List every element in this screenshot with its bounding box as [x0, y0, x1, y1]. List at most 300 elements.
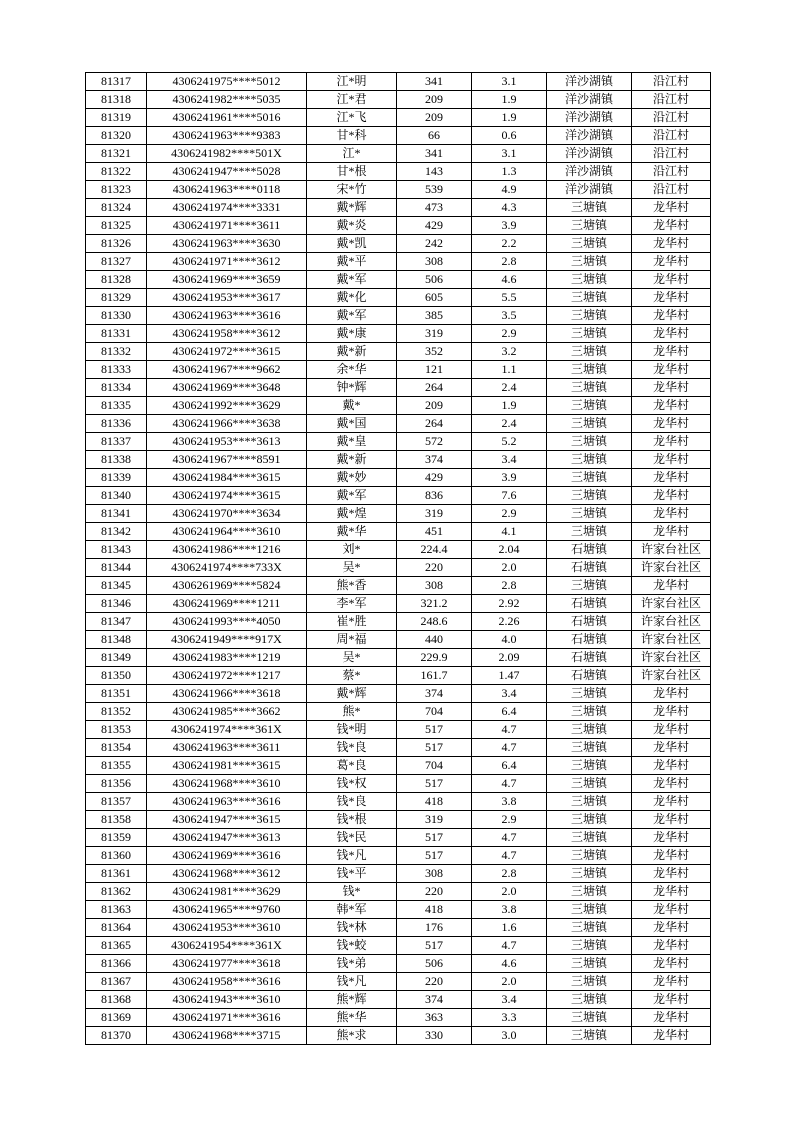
- table-cell-percent: 2.04: [472, 541, 547, 559]
- table-cell-village: 龙华村: [632, 685, 711, 703]
- table-cell-amount: 321.2: [397, 595, 472, 613]
- table-row: [86, 667, 711, 685]
- table-cell-amount: 308: [397, 577, 472, 595]
- table-cell-serial: 81355: [86, 757, 147, 775]
- table-cell-id_number: 4306241953****3610: [147, 919, 307, 937]
- table-cell-amount: 224.4: [397, 541, 472, 559]
- table-row: [86, 631, 711, 649]
- table-cell-percent: 1.9: [472, 109, 547, 127]
- table-row: [86, 487, 711, 505]
- table-cell-town: 三塘镇: [547, 973, 632, 991]
- table-cell-amount: 704: [397, 757, 472, 775]
- table-cell-village: 许家台社区: [632, 541, 711, 559]
- table-cell-serial: 81329: [86, 289, 147, 307]
- table-row: [86, 973, 711, 991]
- table-cell-town: 石塘镇: [547, 631, 632, 649]
- table-cell-id_number: 4306241969****1211: [147, 595, 307, 613]
- table-row: [86, 991, 711, 1009]
- table-cell-amount: 572: [397, 433, 472, 451]
- table-row: [86, 91, 711, 109]
- table-cell-id_number: 4306241972****1217: [147, 667, 307, 685]
- table-cell-amount: 330: [397, 1027, 472, 1045]
- table-row: [86, 217, 711, 235]
- table-cell-id_number: 4306241969****3616: [147, 847, 307, 865]
- table-cell-percent: 3.5: [472, 307, 547, 325]
- table-cell-village: 沿江村: [632, 163, 711, 181]
- table-cell-amount: 143: [397, 163, 472, 181]
- table-cell-village: 沿江村: [632, 181, 711, 199]
- table-cell-amount: 308: [397, 253, 472, 271]
- table-cell-serial: 81368: [86, 991, 147, 1009]
- table-cell-town: 三塘镇: [547, 757, 632, 775]
- table-cell-serial: 81323: [86, 181, 147, 199]
- table-cell-id_number: 4306241963****9383: [147, 127, 307, 145]
- table-cell-town: 石塘镇: [547, 541, 632, 559]
- table-cell-village: 龙华村: [632, 235, 711, 253]
- table-cell-id_number: 4306241963****3616: [147, 307, 307, 325]
- table-cell-id_number: 4306241975****5012: [147, 73, 307, 91]
- table-cell-amount: 605: [397, 289, 472, 307]
- table-cell-id_number: 4306241984****3615: [147, 469, 307, 487]
- table-cell-id_number: 4306241958****3616: [147, 973, 307, 991]
- table-cell-amount: 374: [397, 451, 472, 469]
- table-row: [86, 757, 711, 775]
- table-cell-name: 戴*化: [307, 289, 397, 307]
- table-cell-percent: 2.26: [472, 613, 547, 631]
- table-row: [86, 685, 711, 703]
- table-cell-village: 龙华村: [632, 325, 711, 343]
- table-cell-percent: 2.4: [472, 415, 547, 433]
- table-cell-serial: 81340: [86, 487, 147, 505]
- table-cell-town: 洋沙湖镇: [547, 91, 632, 109]
- table-cell-amount: 264: [397, 415, 472, 433]
- table-cell-percent: 2.8: [472, 865, 547, 883]
- table-row: [86, 181, 711, 199]
- table-cell-serial: 81322: [86, 163, 147, 181]
- table-cell-village: 龙华村: [632, 577, 711, 595]
- table-cell-village: 许家台社区: [632, 595, 711, 613]
- table-cell-village: 龙华村: [632, 379, 711, 397]
- table-cell-percent: 2.0: [472, 883, 547, 901]
- table-cell-serial: 81366: [86, 955, 147, 973]
- table-cell-town: 三塘镇: [547, 253, 632, 271]
- table-cell-village: 龙华村: [632, 1009, 711, 1027]
- table-row: [86, 577, 711, 595]
- table-cell-id_number: 4306241967****8591: [147, 451, 307, 469]
- table-cell-percent: 6.4: [472, 757, 547, 775]
- table-cell-id_number: 4306241947****5028: [147, 163, 307, 181]
- table-cell-id_number: 4306241961****5016: [147, 109, 307, 127]
- table-cell-name: 余*华: [307, 361, 397, 379]
- table-cell-percent: 3.0: [472, 1027, 547, 1045]
- table-cell-serial: 81333: [86, 361, 147, 379]
- table-row: [86, 793, 711, 811]
- table-cell-amount: 440: [397, 631, 472, 649]
- table-cell-town: 三塘镇: [547, 289, 632, 307]
- table-cell-amount: 429: [397, 469, 472, 487]
- table-cell-id_number: 4306241953****3617: [147, 289, 307, 307]
- table-row: [86, 235, 711, 253]
- table-cell-town: 三塘镇: [547, 865, 632, 883]
- table-cell-amount: 66: [397, 127, 472, 145]
- table-cell-serial: 81369: [86, 1009, 147, 1027]
- table-cell-amount: 429: [397, 217, 472, 235]
- table-cell-town: 三塘镇: [547, 415, 632, 433]
- table-cell-serial: 81352: [86, 703, 147, 721]
- table-cell-name: 甘*根: [307, 163, 397, 181]
- table-cell-id_number: 4306241968****3610: [147, 775, 307, 793]
- table-cell-serial: 81331: [86, 325, 147, 343]
- table-cell-percent: 3.4: [472, 685, 547, 703]
- table-row: [86, 325, 711, 343]
- table-cell-name: 钱*凡: [307, 847, 397, 865]
- table-cell-village: 龙华村: [632, 289, 711, 307]
- table-row: [86, 1009, 711, 1027]
- table-cell-id_number: 4306241982****5035: [147, 91, 307, 109]
- table-cell-name: 钱*: [307, 883, 397, 901]
- table-cell-name: 葛*良: [307, 757, 397, 775]
- table-cell-id_number: 4306241974****3331: [147, 199, 307, 217]
- table-cell-percent: 0.6: [472, 127, 547, 145]
- table-row: [86, 289, 711, 307]
- table-row: [86, 109, 711, 127]
- table-cell-id_number: 4306241970****3634: [147, 505, 307, 523]
- table-cell-serial: 81321: [86, 145, 147, 163]
- table-cell-town: 石塘镇: [547, 667, 632, 685]
- table-cell-name: 蔡*: [307, 667, 397, 685]
- table-cell-town: 三塘镇: [547, 307, 632, 325]
- table-row: [86, 559, 711, 577]
- table-cell-amount: 242: [397, 235, 472, 253]
- table-cell-name: 甘*科: [307, 127, 397, 145]
- table-cell-percent: 1.6: [472, 919, 547, 937]
- table-cell-serial: 81360: [86, 847, 147, 865]
- table-cell-serial: 81338: [86, 451, 147, 469]
- table-row: [86, 775, 711, 793]
- table-cell-serial: 81327: [86, 253, 147, 271]
- table-cell-name: 戴*煌: [307, 505, 397, 523]
- table-cell-amount: 704: [397, 703, 472, 721]
- table-cell-village: 龙华村: [632, 523, 711, 541]
- table-row: [86, 811, 711, 829]
- table-cell-town: 三塘镇: [547, 721, 632, 739]
- table-cell-id_number: 4306241967****9662: [147, 361, 307, 379]
- table-cell-serial: 81365: [86, 937, 147, 955]
- table-cell-village: 许家台社区: [632, 667, 711, 685]
- table-cell-town: 三塘镇: [547, 523, 632, 541]
- table-cell-serial: 81345: [86, 577, 147, 595]
- table-cell-village: 龙华村: [632, 1027, 711, 1045]
- table-cell-id_number: 4306241943****3610: [147, 991, 307, 1009]
- table-cell-town: 三塘镇: [547, 811, 632, 829]
- table-row: [86, 73, 711, 91]
- table-cell-village: 龙华村: [632, 937, 711, 955]
- table-row: [86, 865, 711, 883]
- table-cell-amount: 418: [397, 901, 472, 919]
- table-row: [86, 397, 711, 415]
- table-cell-id_number: 4306241971****3611: [147, 217, 307, 235]
- table-cell-amount: 264: [397, 379, 472, 397]
- table-cell-serial: 81334: [86, 379, 147, 397]
- table-cell-id_number: 4306241958****3612: [147, 325, 307, 343]
- table-cell-name: 戴*军: [307, 307, 397, 325]
- table-cell-id_number: 4306241993****4050: [147, 613, 307, 631]
- table-cell-village: 龙华村: [632, 433, 711, 451]
- table-row: [86, 199, 711, 217]
- table-row: [86, 505, 711, 523]
- table-cell-amount: 248.6: [397, 613, 472, 631]
- table-cell-name: 熊*求: [307, 1027, 397, 1045]
- table-cell-village: 龙华村: [632, 397, 711, 415]
- table-row: [86, 127, 711, 145]
- table-cell-id_number: 4306241963****0118: [147, 181, 307, 199]
- table-cell-percent: 5.5: [472, 289, 547, 307]
- table-cell-serial: 81351: [86, 685, 147, 703]
- table-cell-serial: 81354: [86, 739, 147, 757]
- table-cell-village: 龙华村: [632, 811, 711, 829]
- table-cell-percent: 6.4: [472, 703, 547, 721]
- table-cell-amount: 319: [397, 325, 472, 343]
- table-cell-percent: 7.6: [472, 487, 547, 505]
- table-cell-percent: 2.0: [472, 559, 547, 577]
- table-cell-percent: 3.4: [472, 451, 547, 469]
- table-cell-name: 江*君: [307, 91, 397, 109]
- table-cell-amount: 517: [397, 937, 472, 955]
- table-cell-village: 龙华村: [632, 217, 711, 235]
- table-cell-town: 三塘镇: [547, 325, 632, 343]
- table-cell-id_number: 4306241947****3615: [147, 811, 307, 829]
- table-cell-percent: 4.6: [472, 955, 547, 973]
- table-cell-amount: 319: [397, 811, 472, 829]
- table-row: [86, 271, 711, 289]
- table-cell-amount: 319: [397, 505, 472, 523]
- table-cell-name: 戴*华: [307, 523, 397, 541]
- table-cell-percent: 4.7: [472, 937, 547, 955]
- table-cell-town: 三塘镇: [547, 271, 632, 289]
- table-cell-amount: 229.9: [397, 649, 472, 667]
- table-cell-name: 戴*: [307, 397, 397, 415]
- table-cell-name: 崔*胜: [307, 613, 397, 631]
- table-row: [86, 613, 711, 631]
- table-cell-village: 龙华村: [632, 739, 711, 757]
- table-cell-name: 钱*林: [307, 919, 397, 937]
- table-cell-village: 龙华村: [632, 955, 711, 973]
- table-cell-percent: 3.1: [472, 145, 547, 163]
- table-cell-village: 沿江村: [632, 127, 711, 145]
- table-cell-amount: 209: [397, 91, 472, 109]
- table-cell-serial: 81348: [86, 631, 147, 649]
- table-cell-serial: 81341: [86, 505, 147, 523]
- table-cell-id_number: 4306241969****3648: [147, 379, 307, 397]
- table-cell-id_number: 4306241972****3615: [147, 343, 307, 361]
- table-cell-name: 戴*妙: [307, 469, 397, 487]
- table-cell-town: 三塘镇: [547, 847, 632, 865]
- table-row: [86, 523, 711, 541]
- table-cell-id_number: 4306261969****5824: [147, 577, 307, 595]
- table-cell-town: 三塘镇: [547, 829, 632, 847]
- table-cell-village: 沿江村: [632, 109, 711, 127]
- table-cell-id_number: 4306241968****3612: [147, 865, 307, 883]
- table-cell-town: 三塘镇: [547, 937, 632, 955]
- table-cell-serial: 81367: [86, 973, 147, 991]
- table-cell-name: 戴*军: [307, 271, 397, 289]
- table-cell-name: 江*: [307, 145, 397, 163]
- table-cell-town: 三塘镇: [547, 343, 632, 361]
- table-cell-name: 李*军: [307, 595, 397, 613]
- table-cell-village: 龙华村: [632, 271, 711, 289]
- table-cell-town: 三塘镇: [547, 361, 632, 379]
- table-cell-serial: 81353: [86, 721, 147, 739]
- table-cell-town: 三塘镇: [547, 577, 632, 595]
- table-cell-town: 三塘镇: [547, 199, 632, 217]
- table-row: [86, 469, 711, 487]
- table-cell-name: 戴*凯: [307, 235, 397, 253]
- table-row: [86, 541, 711, 559]
- table-cell-serial: 81332: [86, 343, 147, 361]
- table-cell-amount: 374: [397, 685, 472, 703]
- table-cell-village: 龙华村: [632, 253, 711, 271]
- table-cell-amount: 539: [397, 181, 472, 199]
- table-row: [86, 361, 711, 379]
- table-cell-village: 龙华村: [632, 829, 711, 847]
- table-cell-serial: 81356: [86, 775, 147, 793]
- table-cell-town: 三塘镇: [547, 217, 632, 235]
- table-cell-town: 三塘镇: [547, 397, 632, 415]
- table-cell-name: 钱*蛟: [307, 937, 397, 955]
- table-cell-name: 戴*平: [307, 253, 397, 271]
- table-cell-village: 龙华村: [632, 865, 711, 883]
- table-cell-town: 三塘镇: [547, 919, 632, 937]
- table-cell-id_number: 4306241963****3611: [147, 739, 307, 757]
- table-cell-village: 龙华村: [632, 505, 711, 523]
- table-cell-name: 戴*新: [307, 343, 397, 361]
- table-cell-village: 龙华村: [632, 793, 711, 811]
- table-cell-village: 龙华村: [632, 901, 711, 919]
- table-cell-percent: 3.8: [472, 901, 547, 919]
- table-cell-village: 许家台社区: [632, 559, 711, 577]
- table-cell-percent: 4.7: [472, 721, 547, 739]
- table-cell-village: 龙华村: [632, 361, 711, 379]
- table-cell-id_number: 4306241981****3629: [147, 883, 307, 901]
- table-cell-name: 钱*权: [307, 775, 397, 793]
- table-cell-serial: 81350: [86, 667, 147, 685]
- table-cell-village: 龙华村: [632, 415, 711, 433]
- table-cell-name: 戴*康: [307, 325, 397, 343]
- table-cell-village: 龙华村: [632, 991, 711, 1009]
- table-cell-percent: 1.47: [472, 667, 547, 685]
- table-cell-serial: 81336: [86, 415, 147, 433]
- table-cell-amount: 517: [397, 721, 472, 739]
- table-cell-serial: 81326: [86, 235, 147, 253]
- table-cell-id_number: 4306241965****9760: [147, 901, 307, 919]
- table-row: [86, 955, 711, 973]
- table-row: [86, 847, 711, 865]
- table-cell-percent: 3.8: [472, 793, 547, 811]
- table-cell-percent: 3.3: [472, 1009, 547, 1027]
- table-cell-village: 沿江村: [632, 91, 711, 109]
- table-cell-serial: 81317: [86, 73, 147, 91]
- table-cell-serial: 81324: [86, 199, 147, 217]
- table-cell-serial: 81343: [86, 541, 147, 559]
- table-cell-id_number: 4306241963****3630: [147, 235, 307, 253]
- table-cell-town: 三塘镇: [547, 487, 632, 505]
- table-cell-village: 许家台社区: [632, 631, 711, 649]
- table-row: [86, 919, 711, 937]
- table-cell-id_number: 4306241985****3662: [147, 703, 307, 721]
- table-cell-name: 熊*华: [307, 1009, 397, 1027]
- table-row: [86, 307, 711, 325]
- table-row: [86, 595, 711, 613]
- table-cell-town: 洋沙湖镇: [547, 181, 632, 199]
- table-cell-village: 龙华村: [632, 451, 711, 469]
- table-cell-id_number: 4306241968****3715: [147, 1027, 307, 1045]
- table-cell-town: 三塘镇: [547, 901, 632, 919]
- table-cell-percent: 2.2: [472, 235, 547, 253]
- table-cell-serial: 81325: [86, 217, 147, 235]
- table-cell-village: 龙华村: [632, 703, 711, 721]
- table-cell-amount: 451: [397, 523, 472, 541]
- table-cell-percent: 2.9: [472, 811, 547, 829]
- table-cell-amount: 308: [397, 865, 472, 883]
- table-cell-town: 三塘镇: [547, 739, 632, 757]
- table-cell-amount: 161.7: [397, 667, 472, 685]
- table-cell-percent: 3.2: [472, 343, 547, 361]
- table-cell-percent: 3.4: [472, 991, 547, 1009]
- table-cell-amount: 220: [397, 559, 472, 577]
- table-cell-percent: 4.7: [472, 739, 547, 757]
- table-row: [86, 253, 711, 271]
- table-cell-village: 龙华村: [632, 469, 711, 487]
- table-cell-percent: 4.1: [472, 523, 547, 541]
- table-cell-id_number: 4306241974****3615: [147, 487, 307, 505]
- table-cell-name: 钱*凡: [307, 973, 397, 991]
- table-cell-amount: 209: [397, 397, 472, 415]
- table-cell-id_number: 4306241986****1216: [147, 541, 307, 559]
- table-cell-amount: 374: [397, 991, 472, 1009]
- table-cell-town: 三塘镇: [547, 703, 632, 721]
- table-cell-amount: 473: [397, 199, 472, 217]
- table-cell-percent: 4.3: [472, 199, 547, 217]
- table-cell-town: 三塘镇: [547, 379, 632, 397]
- table-cell-village: 龙华村: [632, 343, 711, 361]
- table-row: [86, 649, 711, 667]
- table-cell-name: 戴*新: [307, 451, 397, 469]
- table-cell-serial: 81363: [86, 901, 147, 919]
- table-cell-serial: 81364: [86, 919, 147, 937]
- table-cell-name: 戴*国: [307, 415, 397, 433]
- table-cell-percent: 2.9: [472, 505, 547, 523]
- table-cell-percent: 2.8: [472, 577, 547, 595]
- table-row: [86, 883, 711, 901]
- table-cell-village: 龙华村: [632, 919, 711, 937]
- table-cell-name: 江*飞: [307, 109, 397, 127]
- table-cell-town: 石塘镇: [547, 595, 632, 613]
- table-cell-id_number: 4306241969****3659: [147, 271, 307, 289]
- table-cell-town: 三塘镇: [547, 433, 632, 451]
- table-cell-village: 龙华村: [632, 199, 711, 217]
- table-row: [86, 145, 711, 163]
- table-cell-name: 吴*: [307, 649, 397, 667]
- table-cell-village: 龙华村: [632, 307, 711, 325]
- table-cell-serial: 81370: [86, 1027, 147, 1045]
- table-cell-name: 戴*辉: [307, 199, 397, 217]
- table-row: [86, 433, 711, 451]
- table-cell-serial: 81358: [86, 811, 147, 829]
- table-cell-id_number: 4306241949****917X: [147, 631, 307, 649]
- table-cell-town: 石塘镇: [547, 649, 632, 667]
- table-cell-name: 吴*: [307, 559, 397, 577]
- table-row: [86, 703, 711, 721]
